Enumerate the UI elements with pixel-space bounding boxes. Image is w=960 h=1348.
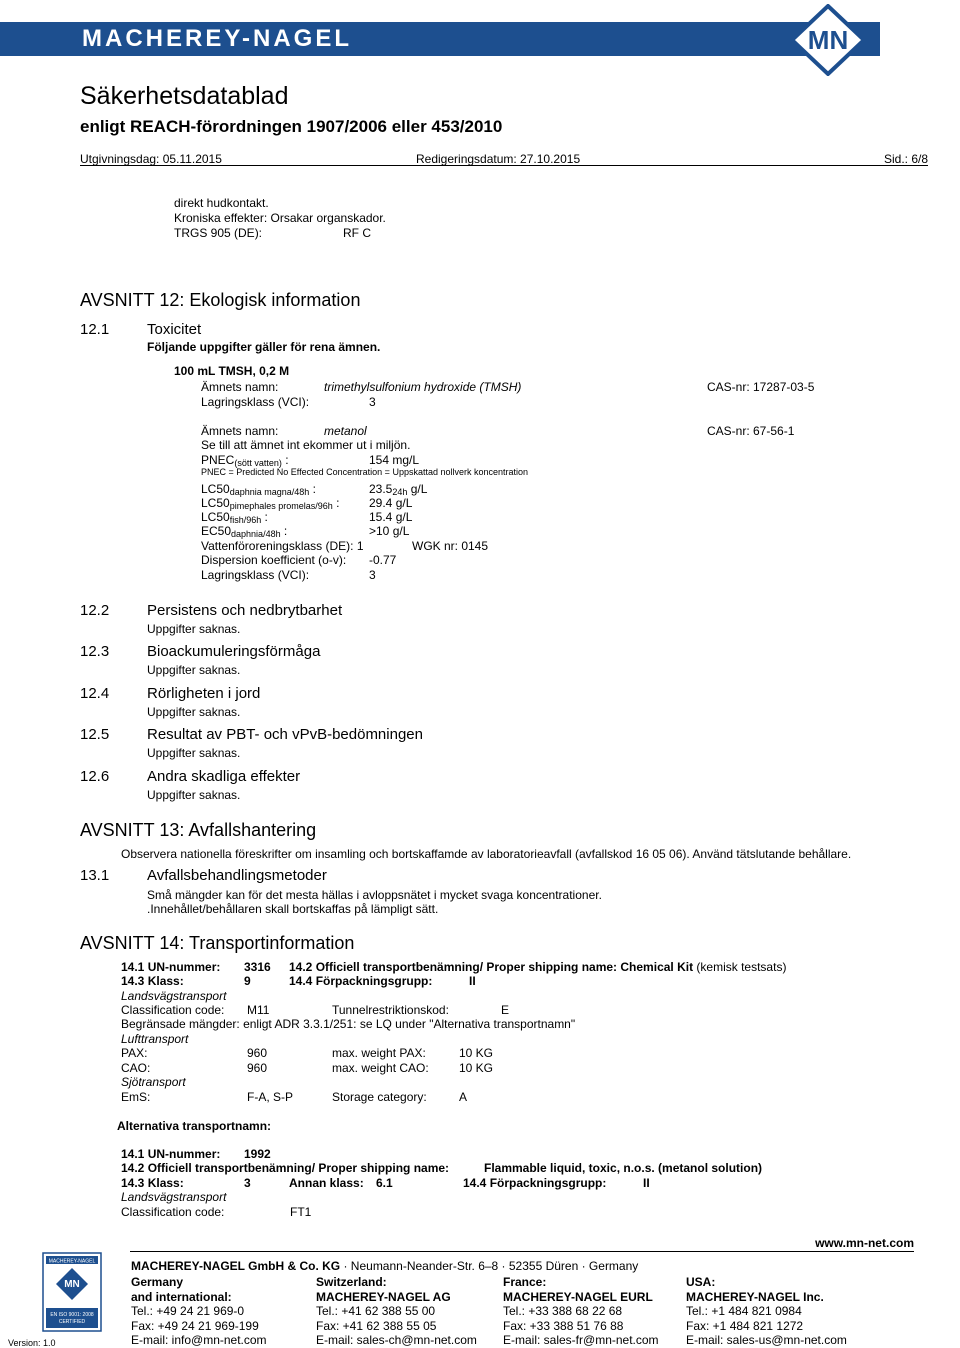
packing-group-label: 14.4 Förpackningsgrupp: xyxy=(289,974,433,988)
ems-value: F-A, S-P xyxy=(247,1090,294,1104)
alt-class-value: 3 xyxy=(244,1176,251,1190)
lc50-row-2: $LC50_{pimephales promelas/96h}$ : xyxy=(201,496,340,511)
document-title: Säkerhetsdatablad xyxy=(80,82,289,110)
wgk-line: Vattenföroreningsklass (DE): 1 xyxy=(201,539,364,553)
alt-class-label: 14.3 Klass: xyxy=(121,1176,184,1190)
section-12-4-title: Rörligheten i jord xyxy=(147,685,261,702)
storage-class-value: 3 xyxy=(369,568,376,582)
footer-column-switzerland: Switzerland: MACHEREY-NAGEL AG Tel.: +41 62 388 55 00 Fax: +41 62 388 55 05 E-mail: sales-ch@mn-net.com xyxy=(316,1275,477,1347)
footer-column-germany: Germany and international: Tel.: +49 24 21 969-0 Fax: +49 24 21 969-199 E-mail: info@mn-net.com xyxy=(131,1275,267,1347)
alt-road-transport-heading: Landsvägstransport xyxy=(121,1190,227,1204)
section-12-3-title: Bioackumuleringsförmåga xyxy=(147,643,321,660)
cao-weight-value: 10 KG xyxy=(459,1061,494,1075)
lc50-value-3: 15.4 g/L xyxy=(369,510,413,524)
section-12-4-number: 12.4 xyxy=(80,685,110,702)
footer-divider xyxy=(130,1251,914,1252)
logo-text: MN xyxy=(807,25,849,55)
svg-text:CERTIFIED: CERTIFIED xyxy=(58,1319,86,1325)
section-12-1-title: Toxicitet xyxy=(147,321,202,338)
alt-transport-title: Alternativa transportnamn: xyxy=(117,1119,272,1133)
substance-1-class-label: Lagringsklass (VCI): xyxy=(201,395,310,409)
section-12-3-number: 12.3 xyxy=(80,643,110,660)
top-line-1: direkt hudkontakt. xyxy=(174,196,269,210)
alt-packing-label: 14.4 Förpackningsgrupp: xyxy=(463,1176,607,1190)
section-13-intro: Observera nationella föreskrifter om insamling och bortskaffamde av laboratorieavfall (avfallskod 16 05 06). Använd tätslutande behållare. xyxy=(121,847,852,861)
lc50-row-1: $LC50_{daphnia magna/48h}$ : xyxy=(201,482,316,497)
tunnel-code-label: Tunnelrestriktionskod: xyxy=(332,1003,449,1017)
pnec-definition: PNEC = Predicted No Effected Concentration = Uppskattad nollverk koncentration xyxy=(201,467,529,477)
alt-other-class-value: 6.1 xyxy=(376,1176,393,1190)
section-12-4-text: Uppgifter saknas. xyxy=(147,705,241,719)
section-13-1-number: 13.1 xyxy=(80,867,110,884)
trgs-value: RF C xyxy=(343,226,371,240)
top-line-3: TRGS 905 (DE): xyxy=(174,226,263,240)
section-12-6-number: 12.6 xyxy=(80,768,110,785)
alt-shipping-value: Flammable liquid, toxic, n.o.s. (metanol solution) xyxy=(484,1161,763,1175)
section-12-title: AVSNITT 12: Ekologisk information xyxy=(80,290,361,310)
section-13-line-1: Små mängder kan för det mesta hällas i avloppsnätet i mycket svaga koncentrationer. xyxy=(147,888,602,902)
mn-logo-icon xyxy=(776,4,880,76)
substance-2-label: Ämnets namn: xyxy=(201,424,279,438)
section-12-1-number: 12.1 xyxy=(80,321,110,338)
pax-label: PAX: xyxy=(121,1046,148,1060)
substance-2-cas: CAS-nr: 67-56-1 xyxy=(707,424,795,438)
ec50-row: $EC50_{daphnia/48h}$ : xyxy=(201,524,288,539)
brand-name: MACHEREY-NAGEL xyxy=(82,25,353,52)
storage-category-value: A xyxy=(459,1090,468,1104)
un-number-label: 14.1 UN-nummer: xyxy=(121,960,221,974)
revision-date: Redigeringsdatum: 27.10.2015 xyxy=(416,152,581,166)
pnec-label: PNEC xyxy=(201,453,235,467)
storage-class-label: Lagringsklass (VCI): xyxy=(201,568,310,582)
toxicity-note: Följande uppgifter gäller för rena ämnen. xyxy=(147,340,381,354)
storage-category-label: Storage category: xyxy=(332,1090,427,1104)
cao-label: CAO: xyxy=(121,1061,151,1075)
section-12-2-text: Uppgifter saknas. xyxy=(147,622,241,636)
substance-2-name: metanol xyxy=(324,424,367,438)
alt-packing-value: II xyxy=(643,1176,650,1190)
iso-certification-icon xyxy=(42,1252,102,1332)
un-number-value: 3316 xyxy=(244,960,271,974)
classification-code-label: Classification code: xyxy=(121,1003,225,1017)
substance-2-note: Se till att ämnet int ekommer ut i miljön. xyxy=(201,438,411,452)
ec50-value: >10 g/L xyxy=(369,524,410,538)
pnec-row: $PNEC_{(sött vatten)}$ : xyxy=(201,453,289,468)
section-14-title: AVSNITT 14: Transportinformation xyxy=(80,933,355,953)
section-12-5-text: Uppgifter saknas. xyxy=(147,746,241,760)
svg-text:MN: MN xyxy=(64,1279,80,1290)
cao-weight-label: max. weight CAO: xyxy=(332,1061,429,1075)
section-12-6-text: Uppgifter saknas. xyxy=(147,788,241,802)
limited-quantities: Begränsade mängder: enligt ADR 3.3.1/251: se LQ under "Alternativa transportnamn" xyxy=(121,1017,576,1031)
pnec-sub: (sött vatten) xyxy=(234,458,282,468)
alt-un-label: 14.1 UN-nummer: xyxy=(121,1147,221,1161)
version-label: Version: 1.0 xyxy=(8,1338,56,1348)
alt-classification-value: FT1 xyxy=(290,1205,312,1219)
lc50-value-2: 29.4 g/L xyxy=(369,496,413,510)
wgk-number: WGK nr: 0145 xyxy=(412,539,489,553)
top-line-2: Kroniska effekter: Orsakar organskador. xyxy=(174,211,386,225)
page-number: Sid.: 6/8 xyxy=(883,152,928,166)
pax-weight-value: 10 KG xyxy=(459,1046,494,1060)
pnec-value: 154 mg/L xyxy=(369,453,420,467)
section-12-2-number: 12.2 xyxy=(80,602,110,619)
section-12-5-number: 12.5 xyxy=(80,726,110,743)
packing-group-value: II xyxy=(469,974,476,988)
pax-value: 960 xyxy=(247,1046,268,1060)
road-transport-heading: Landsvägstransport xyxy=(121,989,227,1003)
header-divider xyxy=(80,165,928,166)
section-12-5-title: Resultat av PBT- och vPvB-bedömningen xyxy=(147,726,423,743)
issue-date: Utgivningsdag: 05.11.2015 xyxy=(80,152,222,166)
substance-1-label: Ämnets namn: xyxy=(201,380,279,394)
pax-weight-label: max. weight PAX: xyxy=(332,1046,426,1060)
substance-1-class: 3 xyxy=(369,395,376,409)
document-subtitle: enligt REACH-förordningen 1907/2006 eller 453/2010 xyxy=(80,117,503,136)
ems-label: EmS: xyxy=(121,1090,151,1104)
lc50-row-3: $LC50_{fish/96h}$ : xyxy=(201,510,268,525)
footer-company-row: MACHEREY-NAGEL GmbH & Co. KG · Neumann-Neander-Str. 6–8 · 52355 Düren · Germany xyxy=(131,1259,639,1273)
class-label: 14.3 Klass: xyxy=(121,974,184,988)
footer-website-link[interactable]: www.mn-net.com xyxy=(815,1236,914,1250)
dispersion-label: Dispersion koefficient (o-v): xyxy=(201,553,347,567)
alt-classification-label: Classification code: xyxy=(121,1205,225,1219)
alt-shipping-label: 14.2 Officiell transportbenämning/ Proper shipping name: xyxy=(121,1161,450,1175)
alt-un-value: 1992 xyxy=(244,1147,271,1161)
substance-1-cas: CAS-nr: 17287-03-5 xyxy=(707,380,815,394)
cao-value: 960 xyxy=(247,1061,268,1075)
class-value: 9 xyxy=(244,974,251,988)
air-transport-heading: Lufttransport xyxy=(121,1032,189,1046)
sea-transport-heading: Sjötransport xyxy=(121,1075,186,1089)
footer-column-france: France: MACHEREY-NAGEL EURL Tel.: +33 388 68 22 68 Fax: +33 388 51 76 88 E-mail: sales-fr@mn-net.com xyxy=(503,1275,659,1347)
section-13-line-2: .Innehållet/behållaren skall bortskaffas på lämpligt sätt. xyxy=(147,902,439,916)
section-12-6-title: Andra skadliga effekter xyxy=(147,768,301,785)
svg-text:MACHEREY-NAGEL: MACHEREY-NAGEL xyxy=(48,1258,96,1265)
dispersion-value: -0.77 xyxy=(369,553,397,567)
lc50-value-1: $23.5_{24h}$ g/L xyxy=(369,482,428,497)
substance-1-name: trimethylsulfonium hydroxide (TMSH) xyxy=(324,380,522,394)
classification-code-value: M11 xyxy=(247,1003,270,1017)
svg-text:EN ISO 9001: 2008: EN ISO 9001: 2008 xyxy=(50,1312,94,1318)
footer-column-usa: USA: MACHEREY-NAGEL Inc. Tel.: +1 484 821 0984 Fax: +1 484 821 1272 E-mail: sales-us@mn-net.com xyxy=(686,1275,847,1347)
section-12-2-title: Persistens och nedbrytbarhet xyxy=(147,602,343,619)
section-13-title: AVSNITT 13: Avfallshantering xyxy=(80,820,317,840)
shipping-name-row: 14.2 Officiell transportbenämning/ Proper shipping name: Chemical Kit (kemisk testsats) xyxy=(289,960,787,974)
product-name: 100 mL TMSH, 0,2 M xyxy=(174,364,290,378)
alt-other-class-label: Annan klass: xyxy=(289,1176,364,1190)
section-13-1-title: Avfallsbehandlingsmetoder xyxy=(147,867,327,884)
section-12-3-text: Uppgifter saknas. xyxy=(147,663,241,677)
tunnel-code-value: E xyxy=(501,1003,510,1017)
